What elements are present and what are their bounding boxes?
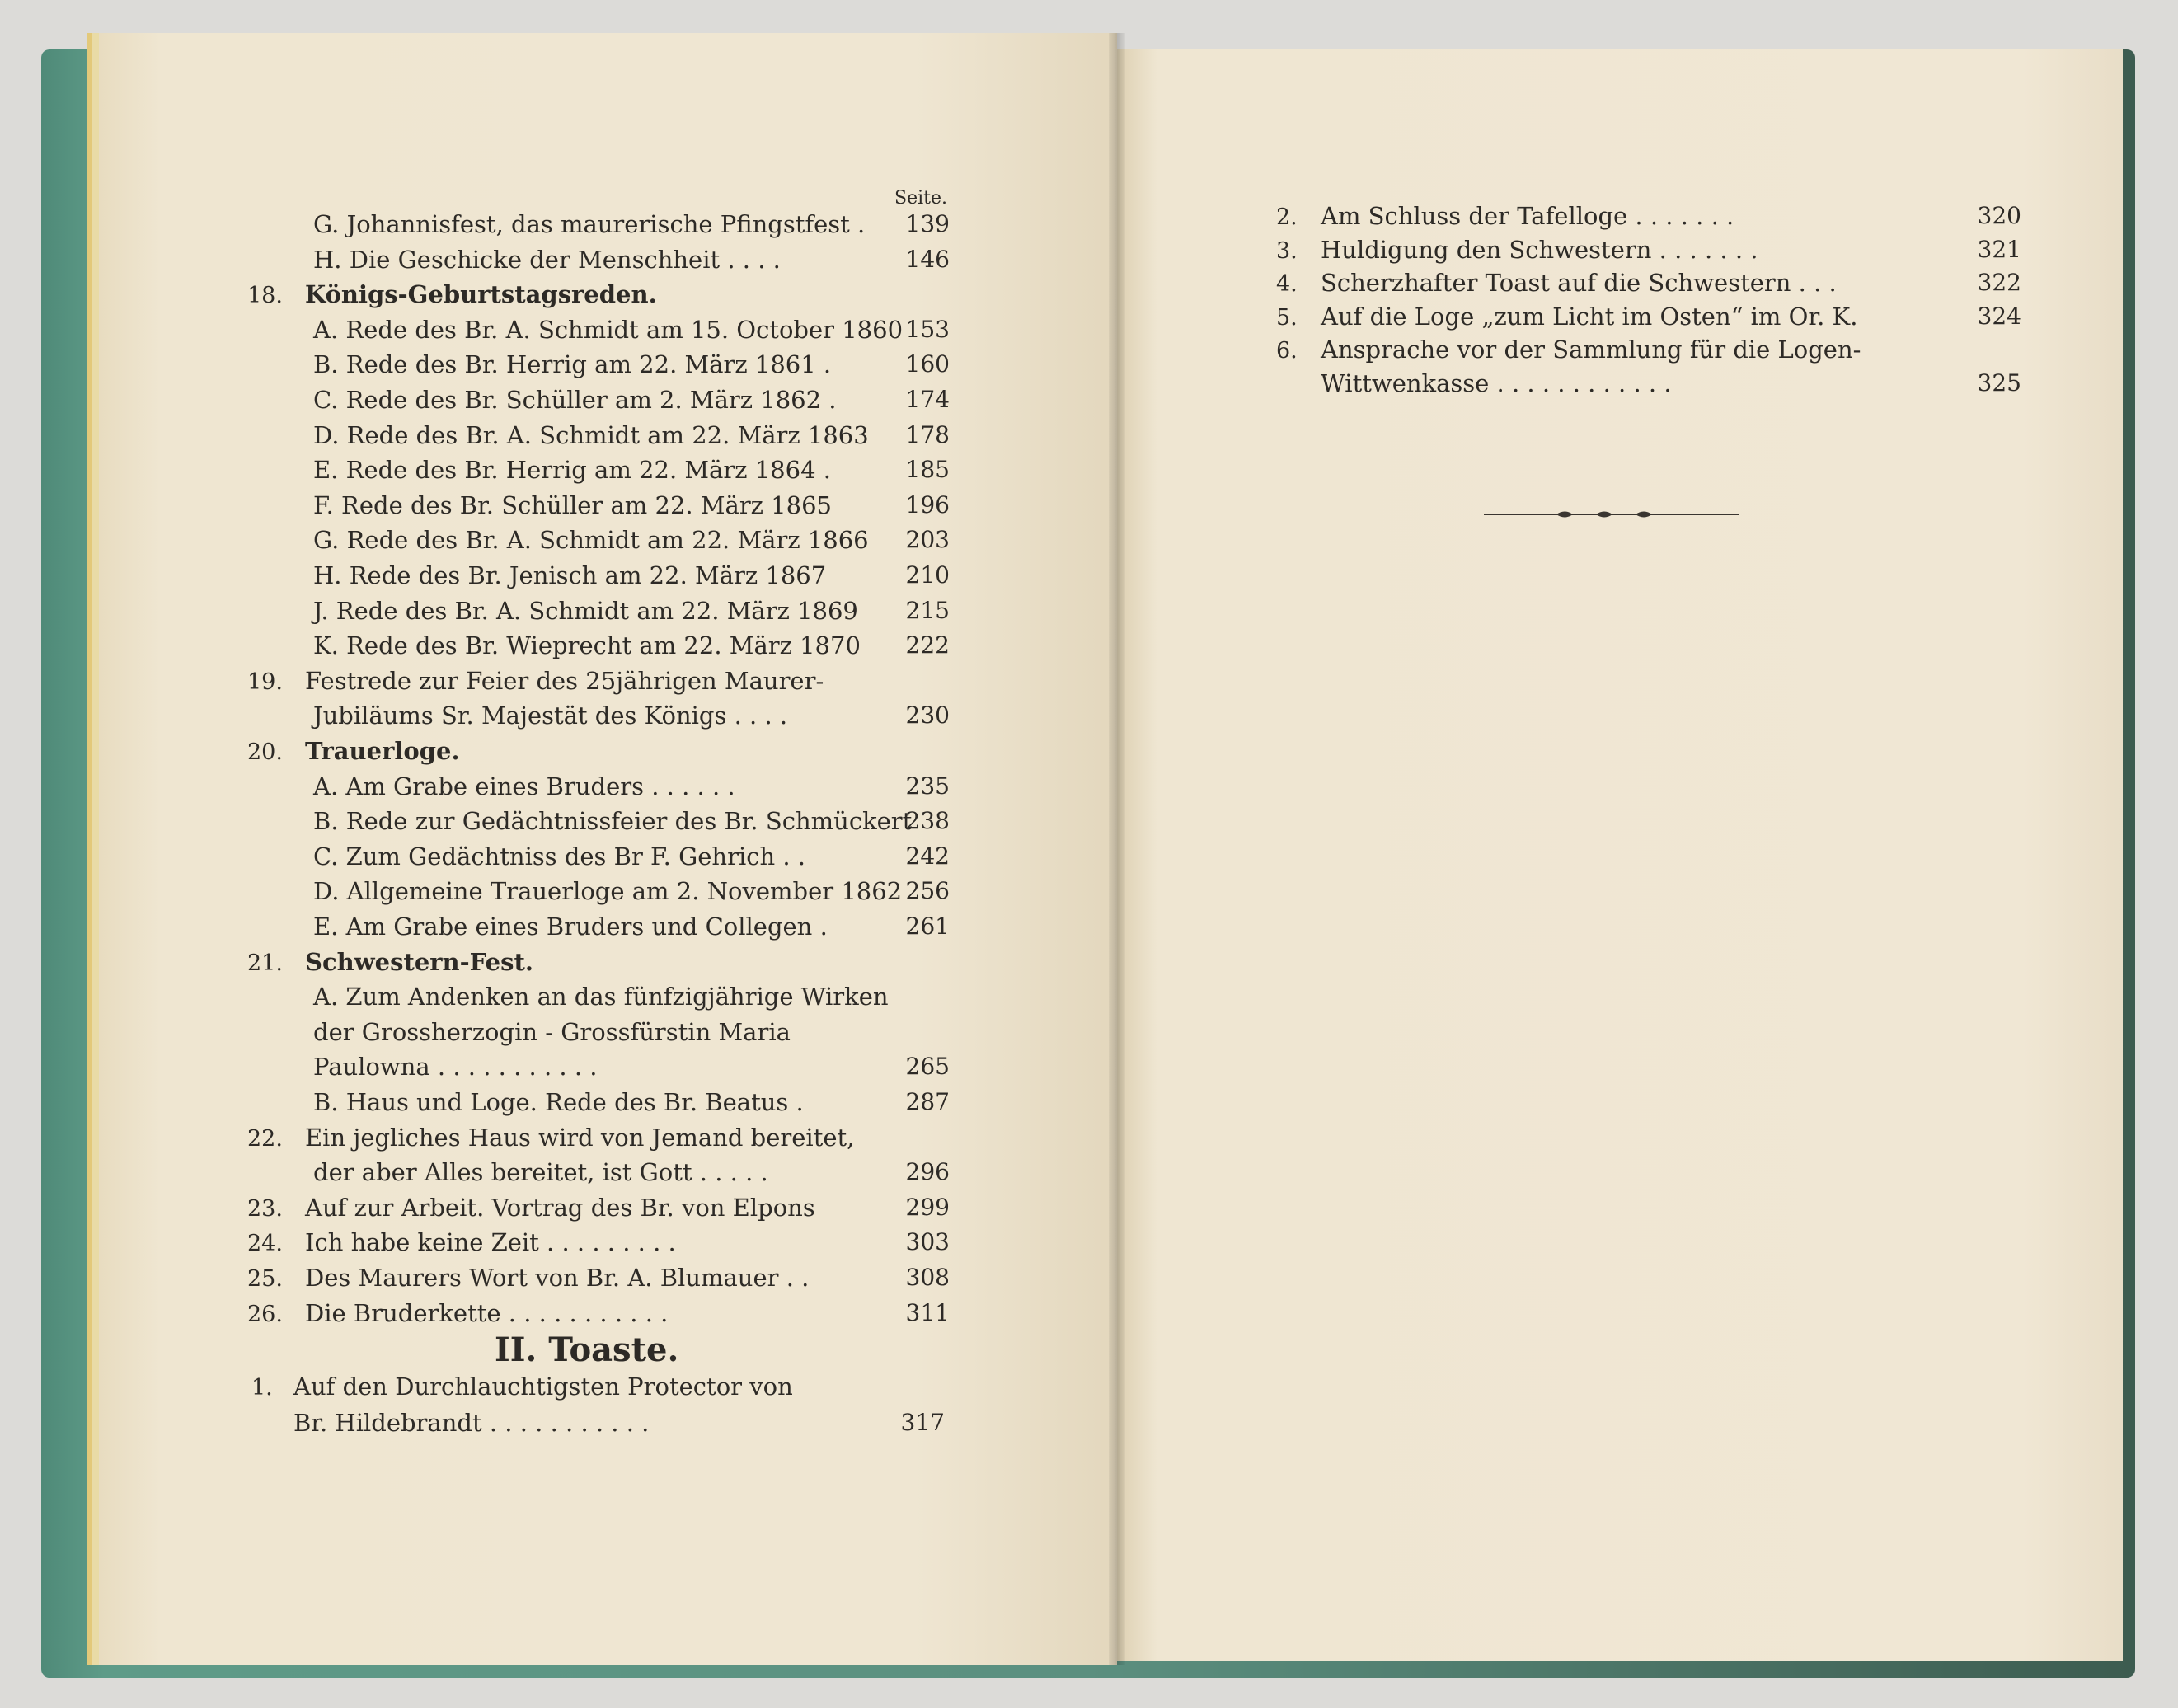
seite-header: Seite. <box>894 188 947 209</box>
entry-title: Ich habe keine Zeit . . . . . . . . . <box>305 1228 676 1257</box>
entry-title: Trauerloge. <box>305 737 460 765</box>
entry-page-number: 287 <box>905 1088 950 1115</box>
section-title: II. Toaste. <box>495 1330 679 1369</box>
entry-title: K. Rede des Br. Wieprecht am 22. März 1870 <box>313 631 861 660</box>
entry-title: Königs-Geburtstagsreden. <box>305 280 657 309</box>
entry-title: Jubiläums Sr. Majestät des Königs . . . . <box>313 702 788 730</box>
entry-title: Paulowna . . . . . . . . . . . <box>313 1053 598 1082</box>
entry-title: Ein jegliches Haus wird von Jemand bereitet, <box>305 1123 855 1152</box>
entry-title: der Grossherzogin - Grossfürstin Maria <box>313 1017 791 1046</box>
entry-title: C. Zum Gedächtniss des Br F. Gehrich . . <box>313 842 806 870</box>
entry-page-number: 308 <box>905 1264 950 1291</box>
entry-page-number: 178 <box>905 420 950 448</box>
entry-page-number: 215 <box>905 596 950 624</box>
entry-title: J. Rede des Br. A. Schmidt am 22. März 1869 <box>313 596 858 625</box>
entry-page-number: 265 <box>905 1053 950 1081</box>
ornament-divider <box>1484 506 1739 523</box>
entry-page-number: 146 <box>905 245 950 273</box>
entry-page-number: 210 <box>905 561 950 589</box>
entry-title: Huldigung den Schwestern . . . . . . . <box>1321 235 1758 264</box>
entry-title: Schwestern-Fest. <box>305 947 533 976</box>
entry-title: E. Rede des Br. Herrig am 22. März 1864 . <box>313 456 831 485</box>
entry-page-number: 261 <box>905 913 950 940</box>
entry-page-number: 160 <box>905 350 950 378</box>
entry-page-number: 321 <box>1977 235 2021 263</box>
entry-title: D. Allgemeine Trauerloge am 2. November 1862 <box>313 877 903 906</box>
entry-page-number: 222 <box>905 631 950 659</box>
entry-number: 2. <box>1276 204 1298 230</box>
entry-page-number: 256 <box>905 877 950 905</box>
entry-title: Auf die Loge „zum Licht im Osten“ im Or. K. <box>1321 302 1858 331</box>
entry-page-number: 238 <box>905 807 950 835</box>
entry-page-number: 303 <box>905 1228 950 1256</box>
entry-title: G. Johannisfest, das maurerische Pfingstfest . <box>313 210 866 238</box>
entry-page-number: 325 <box>1977 368 2021 396</box>
entry-title: Br. Hildebrandt . . . . . . . . . . . <box>293 1409 650 1437</box>
entry-page-number: 242 <box>905 842 950 870</box>
entry-title: Die Bruderkette . . . . . . . . . . . <box>305 1298 669 1327</box>
entry-number: 6. <box>1276 338 1298 364</box>
entry-page-number: 174 <box>905 386 950 413</box>
entry-title: G. Rede des Br. A. Schmidt am 22. März 1866 <box>313 526 869 555</box>
entry-page-number: 235 <box>905 772 950 800</box>
entry-page-number: 230 <box>905 702 950 730</box>
entry-title: Am Schluss der Tafelloge . . . . . . . <box>1321 202 1734 230</box>
entry-number: 24. <box>247 1231 283 1257</box>
entry-title: B. Haus und Loge. Rede des Br. Beatus . <box>313 1088 804 1116</box>
entry-number: 1. <box>251 1375 273 1401</box>
entry-page-number: 196 <box>905 490 950 518</box>
entry-title: Scherzhafter Toast auf die Schwestern . . . <box>1321 269 1837 297</box>
entry-page-number: 139 <box>905 210 950 237</box>
entry-title: B. Rede zur Gedächtnissfeier des Br. Schmückert <box>313 807 913 836</box>
entry-title: Festrede zur Feier des 25jährigen Maurer- <box>305 666 824 695</box>
entry-page-number: 322 <box>1977 269 2021 296</box>
entry-number: 18. <box>247 283 283 309</box>
entry-number: 26. <box>247 1301 283 1327</box>
entry-number: 21. <box>247 950 283 976</box>
entry-title: A. Rede des Br. A. Schmidt am 15. October 1860 <box>313 315 904 344</box>
entry-title: H. Die Geschicke der Menschheit . . . . <box>313 245 781 274</box>
entry-page-number: 320 <box>1977 202 2021 229</box>
entry-title: E. Am Grabe eines Bruders und Collegen . <box>313 913 828 941</box>
entry-title: A. Zum Andenken an das fünfzigjährige Wirken <box>313 983 889 1011</box>
entry-page-number: 296 <box>905 1158 950 1186</box>
entry-title: Auf den Durchlauchtigsten Protector von <box>293 1372 793 1401</box>
entry-title: Des Maurers Wort von Br. A. Blumauer . . <box>305 1264 810 1292</box>
entry-page-number: 185 <box>905 456 950 484</box>
entry-page-number: 311 <box>905 1298 950 1326</box>
entry-number: 22. <box>247 1125 283 1152</box>
entry-title: A. Am Grabe eines Bruders . . . . . . <box>313 772 735 800</box>
entry-page-number: 153 <box>905 315 950 343</box>
entry-number: 5. <box>1276 304 1298 331</box>
entry-title: F. Rede des Br. Schüller am 22. März 1865 <box>313 490 832 519</box>
entry-page-number: 324 <box>1977 302 2021 330</box>
entry-page-number: 317 <box>900 1409 945 1436</box>
entry-number: 4. <box>1276 271 1298 297</box>
entry-number: 20. <box>247 739 283 765</box>
entry-title: D. Rede des Br. A. Schmidt am 22. März 1863 <box>313 420 869 449</box>
entry-number: 19. <box>247 669 283 695</box>
entry-title: der aber Alles bereitet, ist Gott . . . . . <box>313 1158 768 1187</box>
entry-title: Wittwenkasse . . . . . . . . . . . . <box>1321 368 1672 397</box>
entry-number: 3. <box>1276 237 1298 264</box>
entry-title: Ansprache vor der Sammlung für die Logen- <box>1321 336 1861 364</box>
entry-number: 25. <box>247 1266 283 1292</box>
book-gutter <box>1109 33 1125 1665</box>
entry-title: Auf zur Arbeit. Vortrag des Br. von Elpons <box>305 1193 815 1222</box>
entry-title: B. Rede des Br. Herrig am 22. März 1861 . <box>313 350 832 379</box>
entry-page-number: 299 <box>905 1193 950 1221</box>
entry-title: C. Rede des Br. Schüller am 2. März 1862 . <box>313 386 837 414</box>
entry-title: H. Rede des Br. Jenisch am 22. März 1867 <box>313 561 827 589</box>
entry-page-number: 203 <box>905 526 950 554</box>
entry-number: 23. <box>247 1195 283 1222</box>
